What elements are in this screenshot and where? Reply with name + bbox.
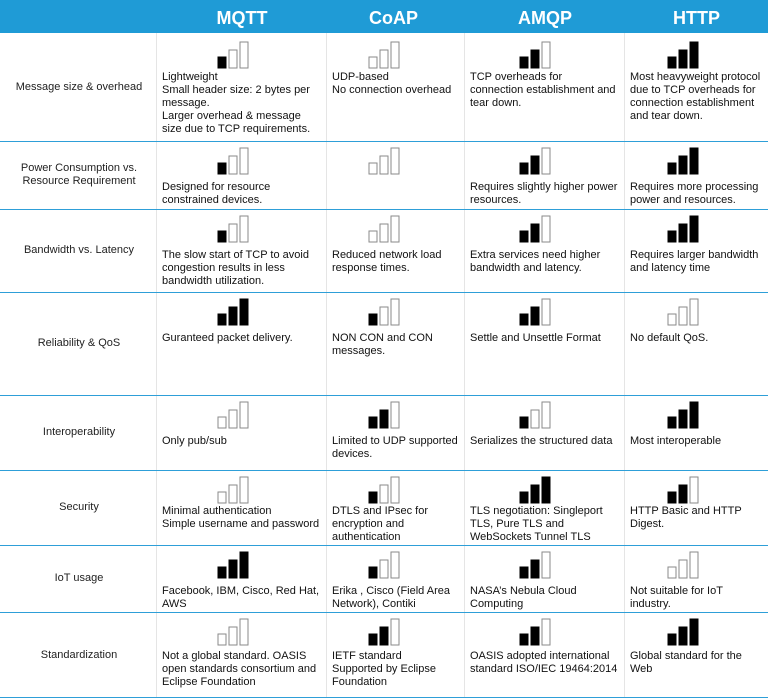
signal-bar — [520, 231, 528, 242]
signal-bar — [240, 299, 248, 325]
signal-bar — [690, 619, 698, 645]
signal-bar — [679, 560, 687, 578]
signal-strength-icon — [519, 41, 553, 69]
signal-bar — [240, 42, 248, 68]
signal-bar — [229, 410, 237, 428]
signal-bar — [218, 567, 226, 578]
signal-bar — [391, 619, 399, 645]
signal-bar — [369, 231, 377, 242]
signal-bar — [690, 402, 698, 428]
signal-bar — [690, 216, 698, 242]
signal-bar — [380, 50, 388, 68]
cell-message-size-coap: UDP-based No connection overhead — [332, 71, 452, 96]
column-header-mqtt: MQTT — [216, 8, 268, 28]
signal-bar — [391, 402, 399, 428]
signal-strength-icon — [519, 401, 553, 429]
signal-bar — [668, 57, 676, 68]
signal-bar — [218, 492, 226, 503]
signal-bar — [380, 224, 388, 242]
signal-bar — [229, 560, 237, 578]
signal-bar — [369, 314, 377, 325]
signal-strength-icon — [217, 41, 251, 69]
signal-bar — [668, 567, 676, 578]
cell-interoperability-amqp: Serializes the structured data — [470, 435, 613, 447]
cell-bandwidth-latency-http: Requires larger bandwidth and latency time — [630, 249, 759, 274]
signal-bar — [679, 627, 687, 645]
signal-strength-icon — [217, 215, 251, 243]
signal-bar — [240, 402, 248, 428]
cell-security-mqtt: Minimal authentication Simple username and password — [162, 505, 320, 530]
signal-bar — [380, 560, 388, 578]
signal-strength-icon — [368, 41, 402, 69]
signal-bar — [679, 156, 687, 174]
signal-bar — [531, 307, 539, 325]
cell-message-size-http: Most heavyweight protocol due to TCP overheads for connection establishment and tear down. — [630, 71, 761, 122]
signal-bar — [542, 148, 550, 174]
cell-standardization-http: Global standard for the Web — [630, 650, 742, 675]
row-label-text: IoT usage — [54, 572, 104, 584]
signal-bar — [679, 410, 687, 428]
signal-strength-icon — [368, 298, 402, 326]
cell-bandwidth-latency-amqp: Extra services need higher bandwidth and latency. — [470, 249, 601, 274]
signal-bar — [531, 410, 539, 428]
cell-interoperability-http: Most interoperable — [630, 435, 722, 447]
column-header-http: HTTP — [673, 8, 720, 28]
signal-bar — [668, 492, 676, 503]
signal-bar — [531, 156, 539, 174]
row-label-reliability-qos — [4, 292, 154, 395]
signal-bar — [380, 627, 388, 645]
signal-strength-icon — [217, 551, 251, 579]
column-divider — [624, 33, 625, 698]
signal-bar — [229, 156, 237, 174]
signal-strength-icon — [368, 215, 402, 243]
column-header-amqp: AMQP — [518, 8, 572, 28]
signal-bar — [668, 231, 676, 242]
cell-standardization-amqp: OASIS adopted international standard ISO/IEC 19464:2014 — [470, 650, 618, 675]
signal-bar — [531, 50, 539, 68]
signal-bar — [391, 299, 399, 325]
signal-strength-icon — [368, 618, 402, 646]
signal-strength-icon — [217, 401, 251, 429]
signal-bar — [520, 163, 528, 174]
cell-security-coap: DTLS and IPsec for encryption and authentication — [332, 505, 428, 543]
signal-bar — [690, 42, 698, 68]
cell-power-consumption-http: Requires more processing power and resources. — [630, 181, 759, 206]
signal-bar — [542, 402, 550, 428]
signal-bar — [240, 216, 248, 242]
cell-reliability-qos-mqtt: Guranteed packet delivery. — [162, 332, 293, 344]
row-label-interoperability — [4, 395, 154, 470]
cell-message-size-amqp: TCP overheads for connection establishment and tear down. — [470, 71, 616, 109]
signal-bar — [380, 485, 388, 503]
row-label-text: Security — [59, 501, 99, 513]
row-label-message-size — [4, 33, 154, 141]
signal-bar — [218, 417, 226, 428]
signal-strength-icon — [368, 476, 402, 504]
signal-bar — [679, 485, 687, 503]
signal-strength-icon — [519, 215, 553, 243]
signal-bar — [218, 163, 226, 174]
signal-strength-icon — [667, 41, 701, 69]
column-divider — [156, 33, 157, 698]
row-label-security — [4, 470, 154, 545]
signal-bar — [240, 552, 248, 578]
signal-bar — [520, 492, 528, 503]
signal-bar — [520, 57, 528, 68]
column-divider — [326, 33, 327, 698]
signal-bar — [520, 314, 528, 325]
cell-reliability-qos-amqp: Settle and Unsettle Format — [470, 332, 601, 344]
signal-strength-icon — [667, 147, 701, 175]
signal-bar — [531, 560, 539, 578]
signal-bar — [520, 634, 528, 645]
signal-bar — [679, 307, 687, 325]
signal-bar — [391, 552, 399, 578]
row-label-text: Power Consumption vs. Resource Requirement — [20, 162, 138, 187]
signal-bar — [391, 216, 399, 242]
signal-strength-icon — [519, 618, 553, 646]
signal-strength-icon — [667, 618, 701, 646]
cell-standardization-coap: IETF standard Supported by Eclipse Foundation — [332, 650, 436, 688]
signal-strength-icon — [667, 551, 701, 579]
signal-bar — [369, 417, 377, 428]
signal-bar — [690, 299, 698, 325]
signal-strength-icon — [217, 618, 251, 646]
signal-bar — [369, 634, 377, 645]
signal-bar — [542, 299, 550, 325]
cell-interoperability-mqtt: Only pub/sub — [162, 435, 227, 447]
signal-bar — [668, 417, 676, 428]
signal-strength-icon — [667, 401, 701, 429]
signal-bar — [229, 50, 237, 68]
signal-bar — [218, 314, 226, 325]
signal-bar — [369, 57, 377, 68]
signal-bar — [218, 231, 226, 242]
signal-strength-icon — [368, 147, 402, 175]
signal-strength-icon — [217, 476, 251, 504]
signal-bar — [542, 477, 550, 503]
signal-strength-icon — [368, 551, 402, 579]
signal-bar — [542, 552, 550, 578]
signal-bar — [369, 567, 377, 578]
signal-strength-icon — [217, 298, 251, 326]
signal-bar — [520, 567, 528, 578]
signal-bar — [391, 148, 399, 174]
cell-iot-usage-coap: Erika , Cisco (Field Area Network), Contiki — [332, 585, 450, 610]
cell-power-consumption-mqtt: Designed for resource constrained devices. — [162, 181, 271, 206]
row-label-text: Message size & overhead — [15, 80, 143, 93]
signal-strength-icon — [667, 298, 701, 326]
row-label-text: Reliability & QoS — [37, 337, 121, 349]
signal-bar — [218, 57, 226, 68]
signal-strength-icon — [368, 401, 402, 429]
signal-bar — [690, 477, 698, 503]
signal-bar — [531, 627, 539, 645]
signal-bar — [690, 552, 698, 578]
signal-bar — [531, 485, 539, 503]
signal-bar — [668, 634, 676, 645]
signal-bar — [542, 42, 550, 68]
row-label-text: Interoperability — [42, 426, 116, 438]
cell-bandwidth-latency-coap: Reduced network load response times. — [332, 249, 442, 274]
cell-bandwidth-latency-mqtt: The slow start of TCP to avoid congestion results in less bandwidth utilization. — [162, 249, 309, 287]
signal-strength-icon — [519, 298, 553, 326]
signal-strength-icon — [667, 476, 701, 504]
signal-bar — [542, 619, 550, 645]
signal-bar — [229, 485, 237, 503]
signal-bar — [218, 634, 226, 645]
column-divider — [464, 33, 465, 698]
cell-reliability-qos-http: No default QoS. — [630, 332, 709, 344]
signal-bar — [229, 224, 237, 242]
cell-power-consumption-amqp: Requires slightly higher power resources. — [470, 181, 618, 206]
signal-bar — [668, 314, 676, 325]
signal-bar — [240, 148, 248, 174]
signal-bar — [520, 417, 528, 428]
signal-bar — [668, 163, 676, 174]
cell-iot-usage-mqtt: Facebook, IBM, Cisco, Red Hat, AWS — [162, 585, 320, 610]
column-header-coap: CoAP — [369, 8, 418, 28]
signal-bar — [240, 477, 248, 503]
signal-strength-icon — [519, 551, 553, 579]
signal-strength-icon — [519, 147, 553, 175]
cell-interoperability-coap: Limited to UDP supported devices. — [332, 435, 458, 460]
row-label-standardization — [4, 612, 154, 698]
signal-bar — [690, 148, 698, 174]
row-label-text: Standardization — [40, 648, 118, 661]
row-label-power-consumption — [4, 141, 154, 209]
cell-message-size-mqtt: Lightweight Small header size: 2 bytes per message. Larger overhead & message size due to TCP requirements. — [162, 71, 311, 135]
signal-bar — [229, 627, 237, 645]
signal-strength-icon — [217, 147, 251, 175]
signal-strength-icon — [519, 476, 553, 504]
signal-bar — [380, 156, 388, 174]
signal-bar — [391, 42, 399, 68]
row-label-iot-usage — [4, 545, 154, 612]
signal-bar — [240, 619, 248, 645]
signal-bar — [380, 410, 388, 428]
signal-bar — [679, 224, 687, 242]
signal-bar — [391, 477, 399, 503]
signal-bar — [531, 224, 539, 242]
cell-security-http: HTTP Basic and HTTP Digest. — [630, 505, 742, 530]
row-label-bandwidth-latency — [4, 209, 154, 292]
signal-bar — [229, 307, 237, 325]
signal-bar — [380, 307, 388, 325]
signal-bar — [542, 216, 550, 242]
signal-bar — [679, 50, 687, 68]
cell-standardization-mqtt: Not a global standard. OASIS open standards consortium and Eclipse Foundation — [162, 650, 317, 688]
signal-bar — [369, 492, 377, 503]
signal-bar — [369, 163, 377, 174]
cell-security-amqp: TLS negotiation: Singleport TLS, Pure TLS and WebSockets Tunnel TLS — [470, 505, 603, 543]
signal-strength-icon — [667, 215, 701, 243]
row-label-text: Bandwidth vs. Latency — [23, 244, 135, 256]
cell-iot-usage-amqp: NASA’s Nebula Cloud Computing — [470, 585, 577, 610]
cell-reliability-qos-coap: NON CON and CON messages. — [332, 332, 433, 357]
cell-iot-usage-http: Not suitable for IoT industry. — [630, 585, 723, 610]
